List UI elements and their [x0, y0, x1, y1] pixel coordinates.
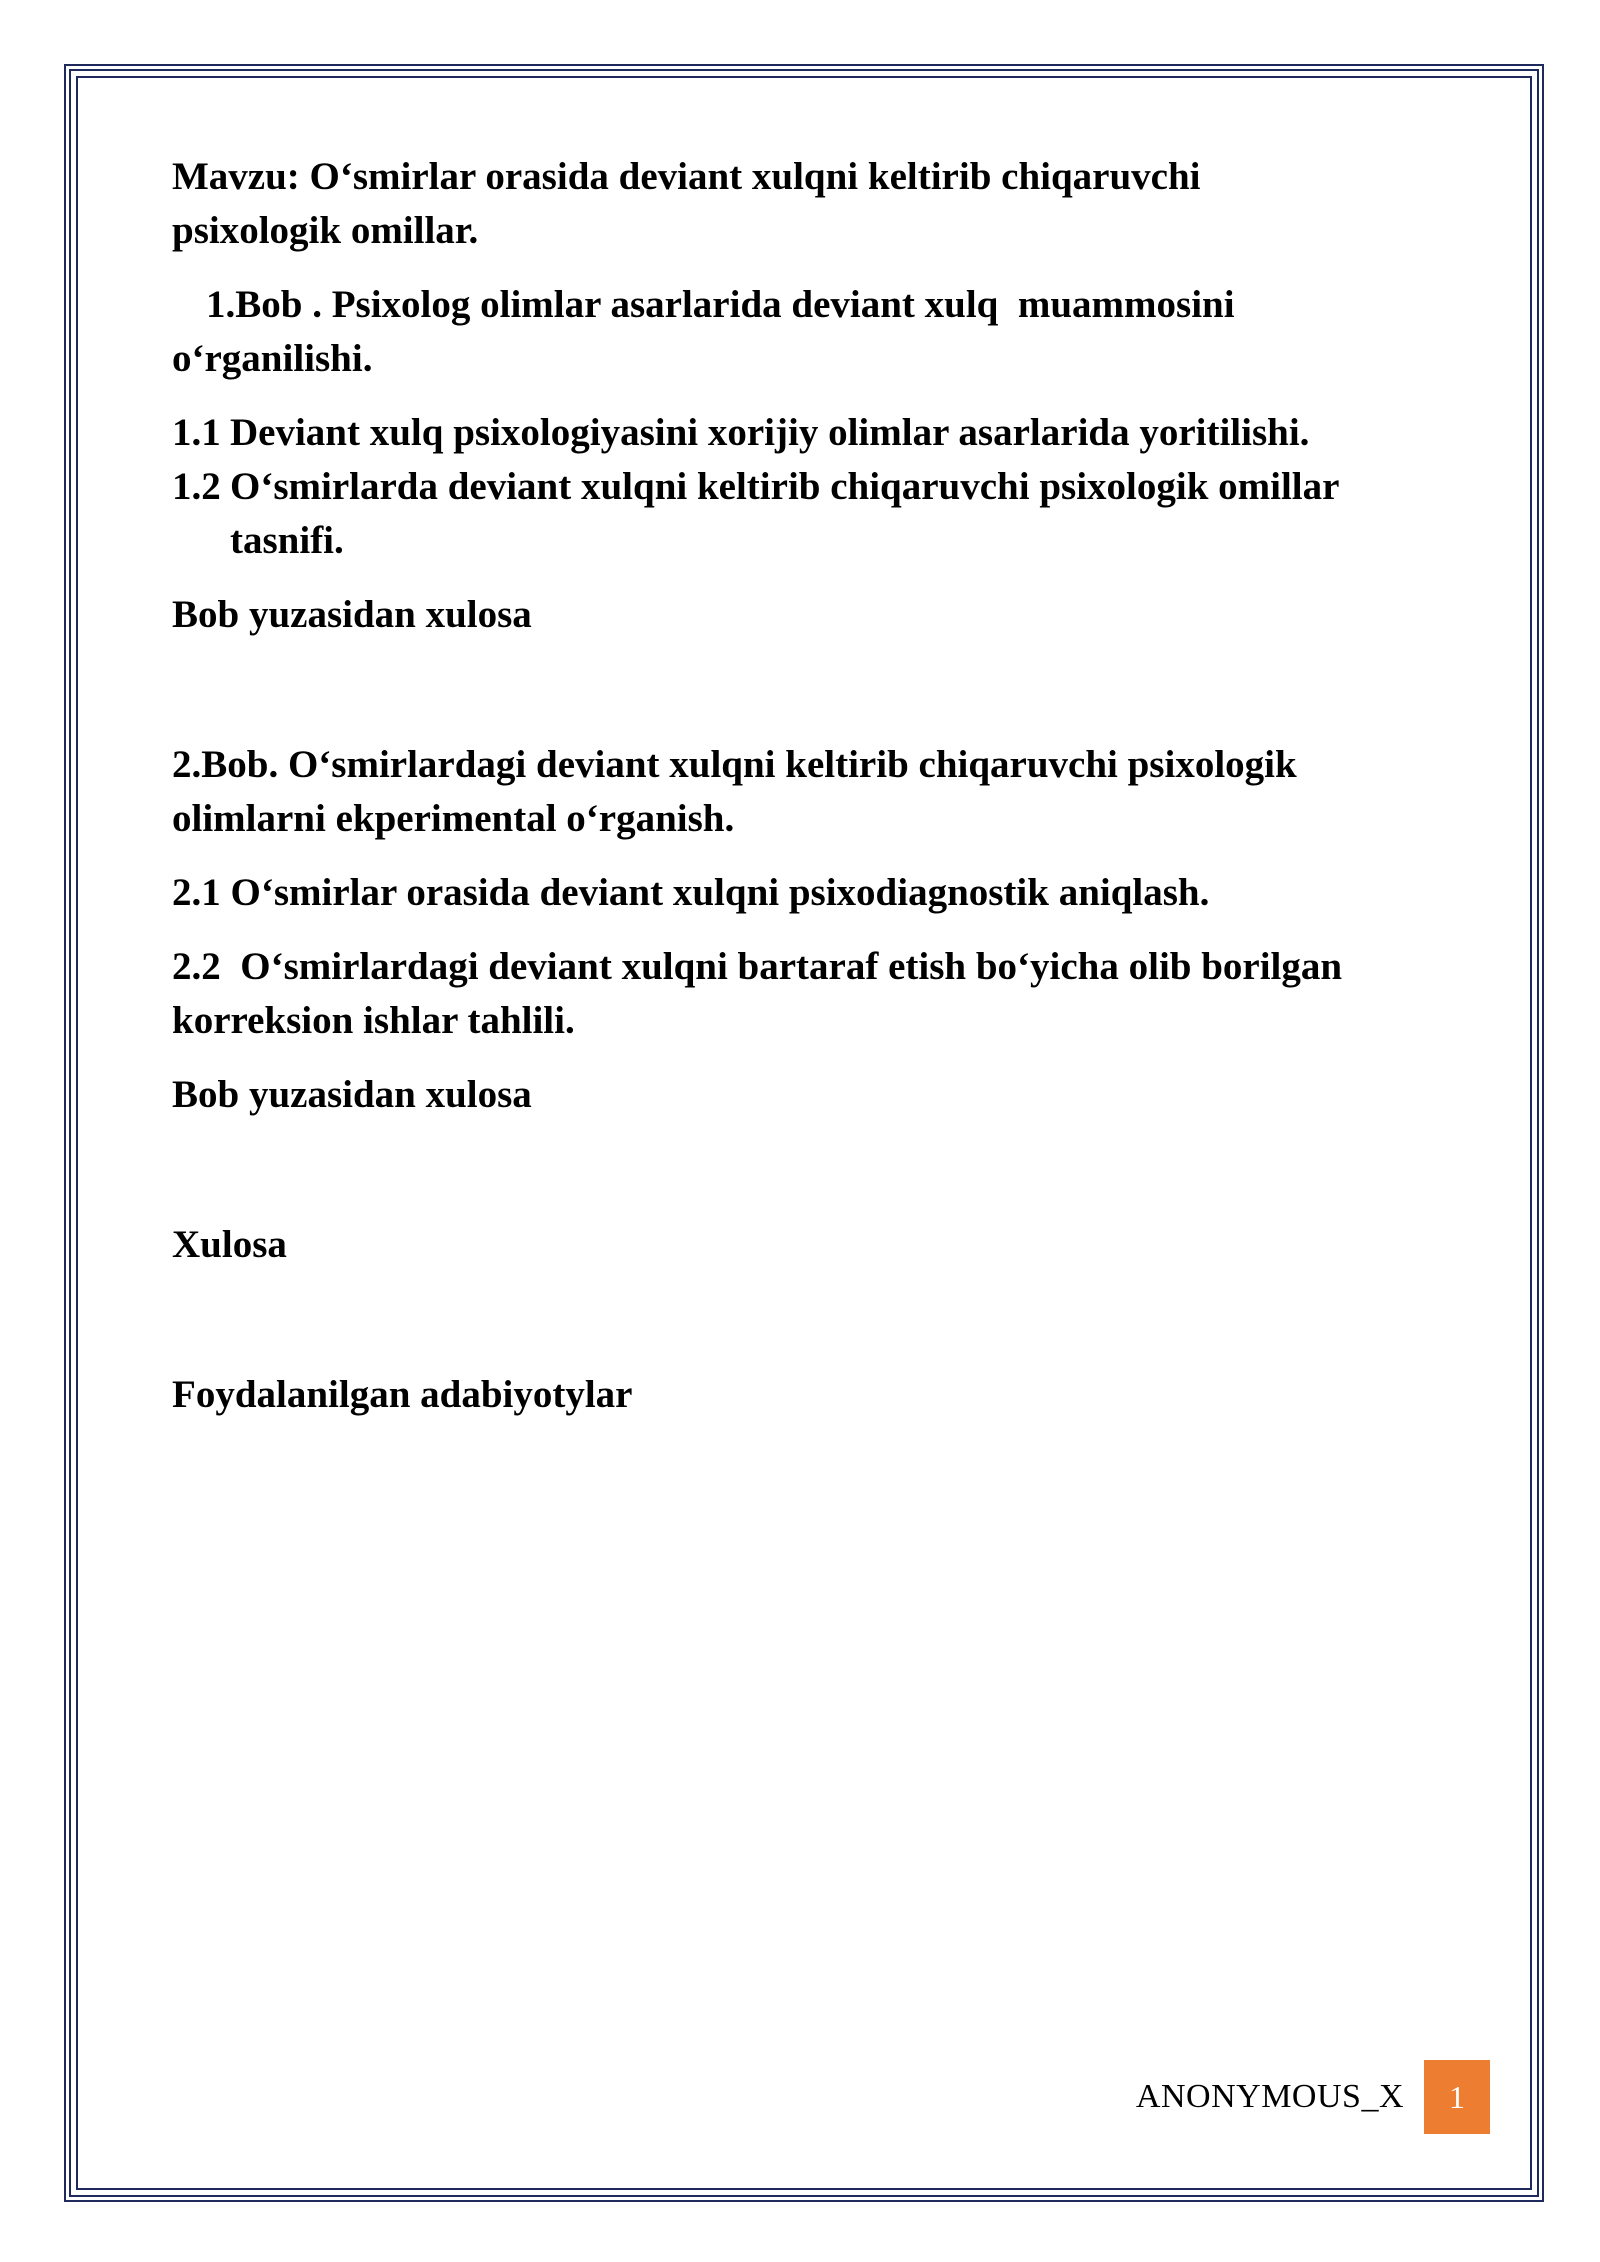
topic-title-line2: psixologik omillar. — [172, 209, 479, 252]
chapter-2-conclusion: Bob yuzasidan xulosa — [172, 1073, 532, 1116]
chapter-2-line2: olimlarni ekperimental o‘rganish. — [172, 797, 735, 840]
page-number-badge: 1 — [1424, 2060, 1490, 2134]
section-1-1-text: Deviant xulq psixologiyasini xorijiy olimlar asarlarida yoritilishi. — [230, 411, 1310, 454]
section-1-2 — [172, 460, 1492, 568]
section-1-1-number: 1.1 — [172, 411, 221, 454]
chapter-1-line1: 1.Bob . Psixolog olimlar asarlarida deviant xulq muammosini — [206, 283, 1235, 326]
section-1-1 — [172, 406, 1492, 460]
section-2-2 — [172, 940, 1492, 1048]
chapter-1-line2: o‘rganilishi. — [172, 337, 373, 380]
footer-author: ANONYMOUS_X — [1135, 2078, 1404, 2115]
topic-title — [172, 150, 1492, 258]
page-footer — [1136, 2060, 1490, 2134]
chapter-2-line1: 2.Bob. O‘smirlardagi deviant xulqni keltirib chiqaruvchi psixologik — [172, 743, 1297, 786]
section-1-2-line2: tasnifi. — [230, 519, 344, 562]
section-2-2-line1: 2.2 O‘smirlardagi deviant xulqni bartaraf etish bo‘yicha olib borilgan — [172, 945, 1343, 988]
chapter-1-heading — [172, 278, 1492, 386]
topic-title-line1: Mavzu: O‘smirlar orasida deviant xulqni keltirib chiqaruvchi — [172, 155, 1201, 198]
table-of-contents — [172, 150, 1492, 1422]
references-heading: Foydalanilgan adabiyotylar — [172, 1373, 633, 1416]
chapter-2-heading — [172, 738, 1492, 846]
section-1-2-text — [230, 460, 1492, 568]
section-2-2-line2: korreksion ishlar tahlili. — [172, 999, 575, 1042]
chapter-1-conclusion: Bob yuzasidan xulosa — [172, 593, 532, 636]
section-1-2-line1: O‘smirlarda deviant xulqni keltirib chiqaruvchi psixologik omillar — [230, 465, 1340, 508]
conclusion-heading: Xulosa — [172, 1223, 287, 1266]
section-1-2-number: 1.2 — [172, 465, 221, 508]
section-2-1: 2.1 O‘smirlar orasida deviant xulqni psixodiagnostik aniqlash. — [172, 871, 1210, 914]
